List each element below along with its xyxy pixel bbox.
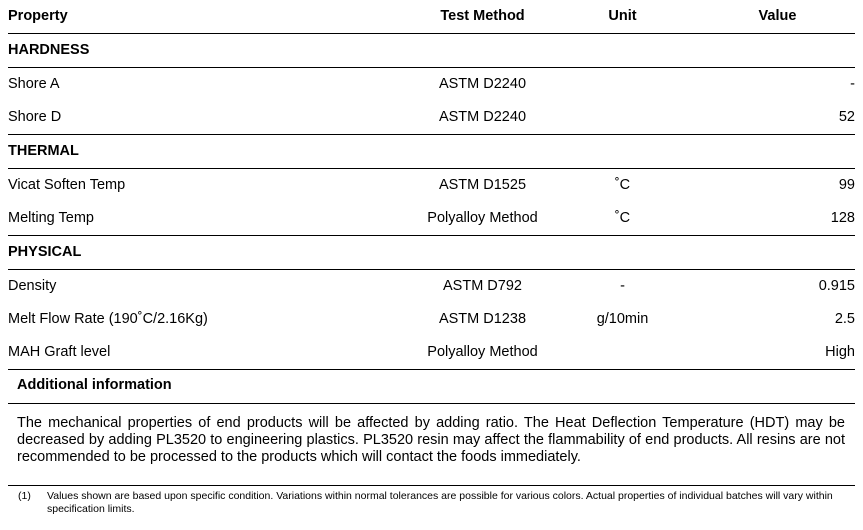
cell-method: ASTM D1238 — [438, 311, 527, 327]
cell-method: ASTM D2240 — [438, 76, 527, 92]
cell-value: - — [850, 76, 855, 92]
cell-value: 99 — [838, 177, 855, 193]
cell-method: Polyalloy Method — [420, 202, 545, 236]
cell-property: Melting Temp — [8, 202, 420, 236]
cell-unit: ˚C — [545, 202, 700, 236]
cell-unit — [545, 101, 700, 135]
cell-property: Vicat Soften Temp — [8, 177, 126, 193]
cell-property: Shore A — [8, 76, 60, 92]
table-row — [8, 303, 855, 336]
cell-property: MAH Graft level — [8, 336, 420, 370]
property-sheet — [8, 0, 855, 515]
cell-property: Shore D — [8, 101, 420, 135]
cell-unit: ˚C — [614, 177, 631, 193]
table-row — [8, 68, 855, 102]
section-row-thermal — [8, 135, 855, 169]
section-row-physical — [8, 236, 855, 270]
header-test-method: Test Method — [420, 0, 545, 34]
table-row — [8, 336, 855, 370]
section-title: HARDNESS — [8, 34, 855, 68]
additional-information-text: The mechanical properties of end products will be affected by adding ratio. The Heat Deflection Temperature (HDT) may be decreased by adding PL3520 to engineering plastics. PL3520 resin may affect the flammability of end products. All resins are not recommended to be processed to the products which will contact the foods immediately. — [17, 415, 845, 465]
cell-method: ASTM D1525 — [438, 177, 527, 193]
properties-table — [8, 0, 855, 370]
header-unit: Unit — [545, 0, 700, 34]
header-property: Property — [8, 0, 420, 34]
additional-information-heading: Additional information — [8, 370, 855, 404]
section-title: THERMAL — [8, 135, 855, 169]
table-row — [8, 101, 855, 135]
footnote-text: Values shown are based upon specific condition. Variations within normal tolerances are possible for various colors. Actual properties of individual batches will vary within specification limits. — [47, 490, 833, 515]
section-row-hardness — [8, 34, 855, 68]
cell-property: Melt Flow Rate (190˚C/2.16Kg) — [8, 311, 208, 327]
table-header-row — [8, 0, 855, 34]
footnote-marker: (1) — [18, 490, 31, 502]
table-row — [8, 202, 855, 236]
cell-unit — [545, 336, 700, 370]
header-value: Value — [700, 0, 855, 34]
table-row — [8, 270, 855, 304]
cell-value: 128 — [700, 202, 855, 236]
cell-method: ASTM D2240 — [420, 101, 545, 135]
cell-property: Density — [8, 278, 57, 294]
cell-method: ASTM D792 — [443, 278, 522, 294]
cell-method: Polyalloy Method — [420, 336, 545, 370]
cell-value: 52 — [700, 101, 855, 135]
cell-unit: g/10min — [596, 311, 649, 327]
cell-unit — [545, 68, 700, 102]
cell-value: 0.915 — [818, 278, 855, 294]
footnote-divider — [8, 485, 855, 486]
cell-value: 2.5 — [834, 311, 855, 327]
cell-unit: - — [620, 278, 625, 294]
table-row — [8, 169, 855, 203]
section-title: PHYSICAL — [8, 236, 855, 270]
footnote — [18, 490, 853, 516]
cell-value: High — [700, 336, 855, 370]
